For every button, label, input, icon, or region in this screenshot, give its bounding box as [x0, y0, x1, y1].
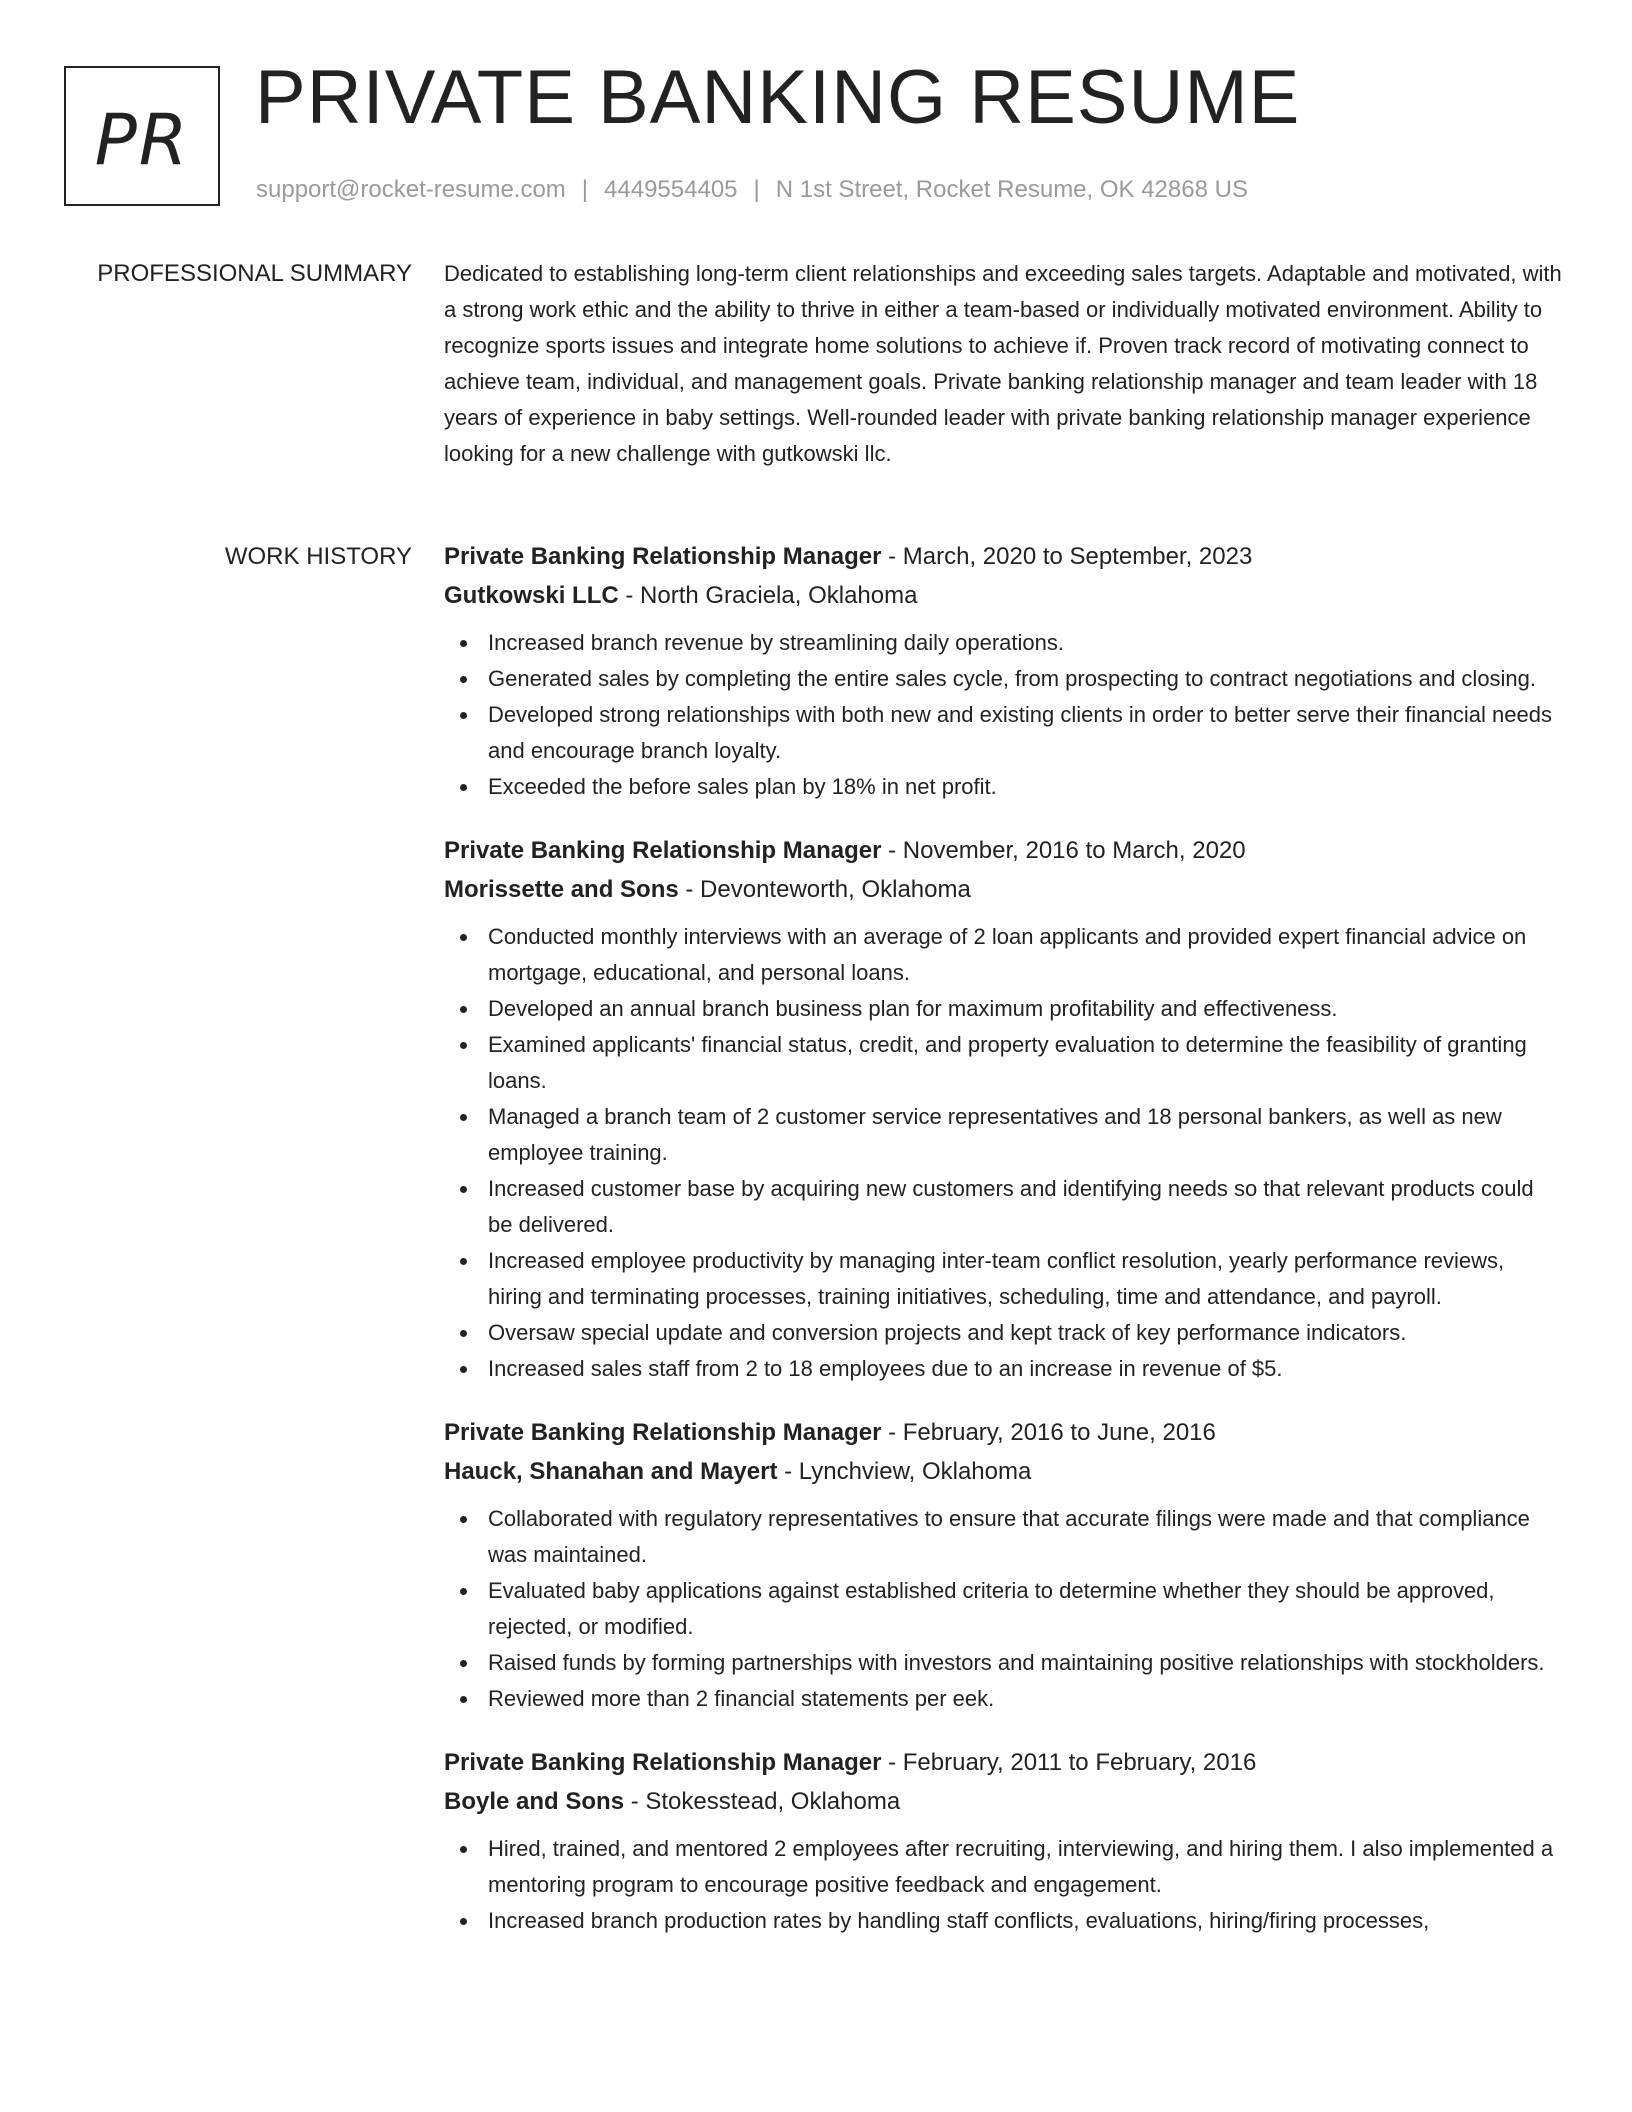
job-dates: - November, 2016 to March, 2020 — [881, 837, 1246, 864]
job-dates: - February, 2016 to June, 2016 — [881, 1419, 1216, 1446]
job-bullets — [444, 1501, 1564, 1717]
job-entry — [444, 1413, 1564, 1717]
job-company: Hauck, Shanahan and Mayert — [444, 1458, 778, 1485]
monogram-box — [64, 66, 220, 206]
work-history-section — [444, 537, 1564, 1965]
job-company: Boyle and Sons — [444, 1788, 625, 1815]
contact-separator: | — [581, 176, 589, 203]
job-bullet: Reviewed more than 2 financial statements per eek. — [444, 1681, 1564, 1717]
job-bullet: Developed an annual branch business plan for maximum profitability and effectiveness. — [444, 991, 1564, 1027]
job-title: Private Banking Relationship Manager — [444, 1419, 882, 1446]
job-bullet: Raised funds by forming partnerships with investors and maintaining positive relationships with stockholders. — [444, 1645, 1564, 1681]
job-company-line — [444, 1452, 1564, 1491]
job-bullets — [444, 625, 1564, 805]
summary-section — [444, 256, 1564, 472]
job-bullet: Examined applicants' financial status, credit, and property evaluation to determine the feasibility of granting loans. — [444, 1027, 1564, 1099]
job-entry — [444, 537, 1564, 805]
job-bullet: Oversaw special update and conversion projects and kept track of key performance indicators. — [444, 1315, 1564, 1351]
job-bullet: Hired, trained, and mentored 2 employees after recruiting, interviewing, and hiring them. I also implemented a mentoring program to encourage positive feedback and engagement. — [444, 1831, 1564, 1903]
job-title: Private Banking Relationship Manager — [444, 1749, 882, 1776]
job-bullet: Generated sales by completing the entire sales cycle, from prospecting to contract negotiations and closing. — [444, 661, 1564, 697]
job-dates: - March, 2020 to September, 2023 — [881, 543, 1253, 570]
job-bullet: Increased branch revenue by streamlining daily operations. — [444, 625, 1564, 661]
resume-title: PRIVATE BANKING RESUME — [255, 55, 1301, 140]
job-entry — [444, 831, 1564, 1387]
job-entry — [444, 1743, 1564, 1939]
contact-phone[interactable]: 4449554405 — [604, 176, 738, 203]
job-bullet: Increased customer base by acquiring new customers and identifying needs so that relevant products could be delivered. — [444, 1171, 1564, 1243]
job-bullets — [444, 1831, 1564, 1939]
job-bullet: Increased branch production rates by handling staff conflicts, evaluations, hiring/firing processes, — [444, 1903, 1564, 1939]
job-bullet: Evaluated baby applications against established criteria to determine whether they should be approved, rejected, or modified. — [444, 1573, 1564, 1645]
job-dates: - February, 2011 to February, 2016 — [881, 1749, 1257, 1776]
section-label-summary: PROFESSIONAL SUMMARY — [97, 260, 412, 287]
job-title-line — [444, 537, 1564, 576]
job-title: Private Banking Relationship Manager — [444, 837, 882, 864]
job-title-line — [444, 1743, 1564, 1782]
job-bullet: Developed strong relationships with both new and existing clients in order to better serve their financial needs and encourage branch loyalty. — [444, 697, 1564, 769]
job-company: Morissette and Sons — [444, 876, 679, 903]
job-bullet: Managed a branch team of 2 customer service representatives and 18 personal bankers, as well as new employee training. — [444, 1099, 1564, 1171]
contact-line — [256, 174, 1248, 205]
job-bullets — [444, 919, 1564, 1387]
job-company: Gutkowski LLC — [444, 582, 619, 609]
job-location: - Stokesstead, Oklahoma — [624, 1788, 901, 1815]
job-company-line — [444, 576, 1564, 615]
contact-email[interactable]: support@rocket-resume.com — [256, 176, 566, 203]
monogram-initials: PR — [94, 99, 190, 181]
contact-separator: | — [753, 176, 760, 203]
job-bullet: Increased sales staff from 2 to 18 employees due to an increase in revenue of $5. — [444, 1351, 1564, 1387]
job-bullet: Increased employee productivity by managing inter-team conflict resolution, yearly performance reviews, hiring and terminating processes, training initiatives, scheduling, time and attendance, and payroll. — [444, 1243, 1564, 1315]
job-location: - Lynchview, Oklahoma — [777, 1458, 1032, 1485]
job-title-line — [444, 831, 1564, 870]
job-bullet: Collaborated with regulatory representatives to ensure that accurate filings were made and that compliance was maintained. — [444, 1501, 1564, 1573]
job-company-line — [444, 870, 1564, 909]
section-label-work-history: WORK HISTORY — [224, 543, 412, 570]
contact-address: N 1st Street, Rocket Resume, OK 42868 US — [775, 176, 1248, 203]
job-bullet: Exceeded the before sales plan by 18% in net profit. — [444, 769, 1564, 805]
summary-text: Dedicated to establishing long-term client relationships and exceeding sales targets. Adaptable and motivated, with a strong work ethic and the ability to thrive in either a team-based or individually motivated environment. Ability to recognize sports issues and integrate home solutions to achieve if. Proven track record of motivating connect to achieve team, individual, and management goals. Private banking relationship manager and team leader with 18 years of experience in baby settings. Well-rounded leader with private banking relationship manager experience looking for a new challenge with gutkowski llc. — [444, 261, 1562, 466]
job-title-line — [444, 1413, 1564, 1452]
job-title: Private Banking Relationship Manager — [444, 543, 882, 570]
job-company-line — [444, 1782, 1564, 1821]
job-bullet: Conducted monthly interviews with an average of 2 loan applicants and provided expert financial advice on mortgage, educational, and personal loans. — [444, 919, 1564, 991]
job-location: - North Graciela, Oklahoma — [618, 582, 918, 609]
job-location: - Devonteworth, Oklahoma — [678, 876, 971, 903]
